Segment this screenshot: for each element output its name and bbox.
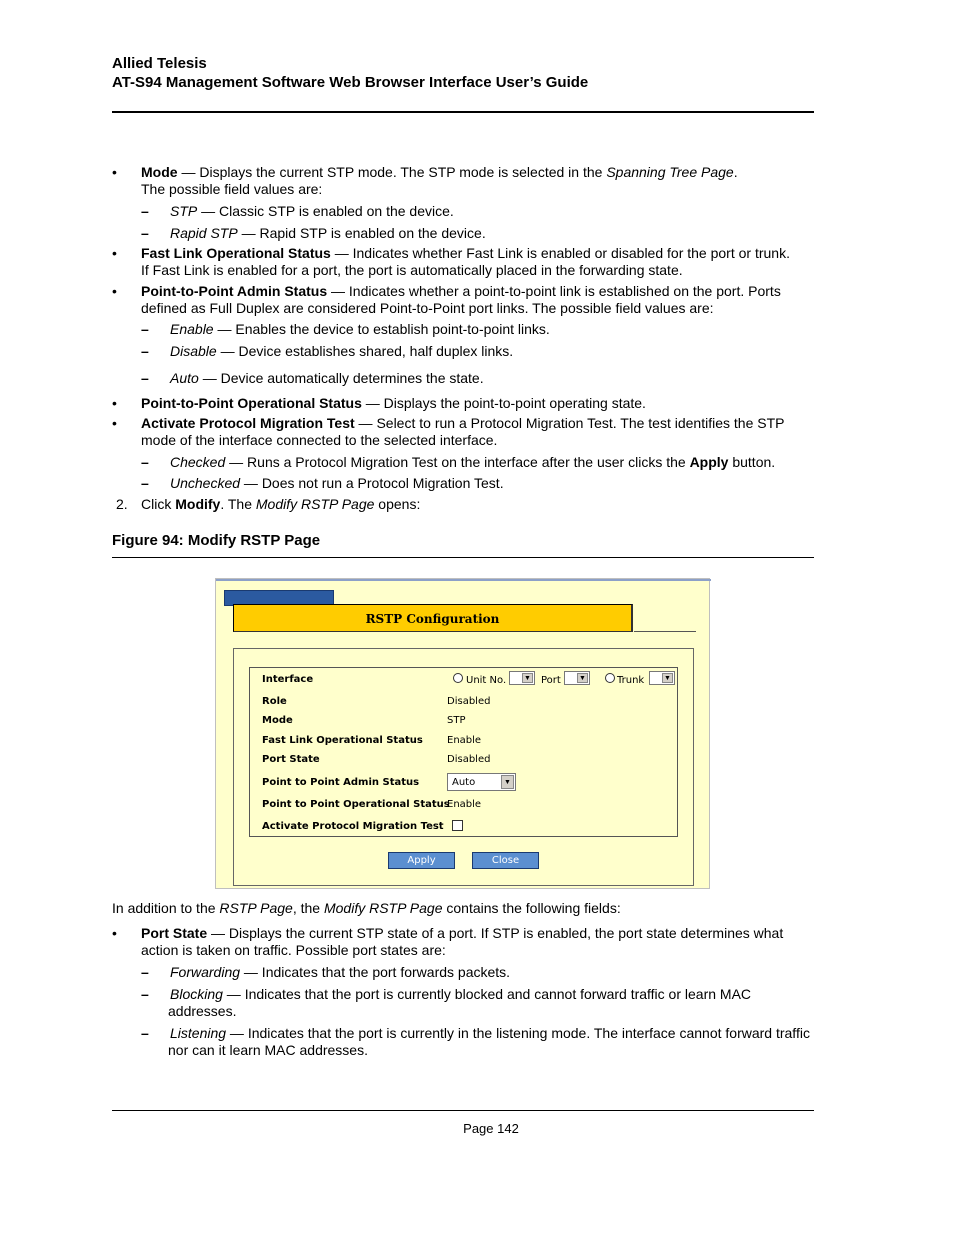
port-state-label: Port State bbox=[262, 754, 320, 765]
p2p-oper-label: Point to Point Operational Status bbox=[262, 799, 450, 810]
p2p-enable: Enable — Enables the device to establish point-to-point links. bbox=[170, 321, 550, 337]
p2p-oper-value: Enable bbox=[447, 799, 482, 810]
rstp-banner bbox=[233, 604, 633, 632]
p2p-oper-item: Point-to-Point Operational Status — Displays the point-to-point operating state. bbox=[141, 395, 646, 411]
dash: – bbox=[141, 454, 149, 470]
dash: – bbox=[141, 475, 149, 491]
port-label: Port bbox=[541, 675, 561, 686]
frame-top-line bbox=[216, 579, 711, 581]
mode-stp: STP — Classic STP is enabled on the device. bbox=[170, 203, 454, 219]
dash: – bbox=[141, 203, 149, 219]
footer-rule bbox=[112, 1110, 814, 1111]
p2p-admin-item: Point-to-Point Admin Status — Indicates whether a point-to-point link is established on the port. Ports bbox=[141, 283, 781, 299]
rstp-screenshot bbox=[215, 578, 710, 889]
mode-value: STP bbox=[447, 715, 466, 726]
unit-dropdown[interactable] bbox=[509, 671, 535, 685]
step-2: Click Modify. The Modify RSTP Page opens: bbox=[141, 496, 421, 512]
banner-title: RSTP Configuration bbox=[365, 612, 500, 626]
figure-caption: Figure 94: Modify RSTP Page bbox=[112, 532, 321, 549]
header-rule bbox=[112, 111, 814, 113]
trunk-dropdown[interactable] bbox=[649, 671, 675, 685]
dash: – bbox=[141, 1025, 149, 1041]
blocking-item-line2: addresses. bbox=[168, 1003, 237, 1019]
config-table bbox=[249, 667, 678, 837]
banner-divider bbox=[634, 631, 696, 632]
trunk-radio[interactable] bbox=[605, 673, 615, 683]
mode-rstp: Rapid STP — Rapid STP is enabled on the device. bbox=[170, 225, 486, 241]
trunk-label: Trunk bbox=[617, 675, 645, 686]
migration-item-line2: mode of the interface connected to the selected interface. bbox=[141, 432, 498, 448]
p2p-disable: Disable — Device establishes shared, half duplex links. bbox=[170, 343, 514, 359]
step-number: 2. bbox=[116, 496, 128, 512]
dash: – bbox=[141, 370, 149, 386]
port-state-item: Port State — Displays the current STP state of a port. If STP is enabled, the port state determines what bbox=[141, 925, 784, 941]
port-dropdown[interactable] bbox=[564, 671, 590, 685]
guide-title: AT-S94 Management Software Web Browser Interface User’s Guide bbox=[112, 74, 589, 91]
fastlink-value: Enable bbox=[447, 735, 482, 746]
fastlink-item-line2: If Fast Link is enabled for a port, the port is automatically placed in the forwarding state. bbox=[141, 262, 683, 278]
page-number: Page 142 bbox=[463, 1121, 519, 1136]
config-panel bbox=[233, 648, 694, 886]
migration-label: Activate Protocol Migration Test bbox=[262, 821, 444, 832]
bullet: • bbox=[112, 925, 117, 941]
bullet: • bbox=[112, 245, 117, 261]
fastlink-item: Fast Link Operational Status — Indicates whether Fast Link is enabled or disabled for the port or trunk. bbox=[141, 245, 790, 261]
port-state-item-line2: action is taken on traffic. Possible port states are: bbox=[141, 942, 446, 958]
listening-item-line2: nor can it learn MAC addresses. bbox=[168, 1042, 368, 1058]
bullet: • bbox=[112, 283, 117, 299]
migration-checkbox[interactable] bbox=[452, 820, 463, 831]
mode-item-line2: The possible field values are: bbox=[141, 181, 323, 197]
dash: – bbox=[141, 964, 149, 980]
dash: – bbox=[141, 986, 149, 1002]
role-label: Role bbox=[262, 696, 287, 707]
forwarding-item: Forwarding — Indicates that the port forwards packets. bbox=[170, 964, 511, 980]
chevron-down-icon: ▼ bbox=[501, 775, 514, 789]
role-value: Disabled bbox=[447, 696, 491, 707]
dash: – bbox=[141, 321, 149, 337]
mig-checked: Checked — Runs a Protocol Migration Test on the interface after the user clicks the Apply button. bbox=[170, 454, 776, 470]
chevron-down-icon: ▼ bbox=[577, 673, 588, 683]
bullet: • bbox=[112, 164, 117, 180]
port-state-value: Disabled bbox=[447, 754, 491, 765]
dash: – bbox=[141, 343, 149, 359]
dash: – bbox=[141, 225, 149, 241]
mig-unchecked: Unchecked — Does not run a Protocol Migration Test. bbox=[170, 475, 504, 491]
listening-item: Listening — Indicates that the port is currently in the listening mode. The interface cannot forward traffic bbox=[170, 1025, 810, 1041]
migration-item: Activate Protocol Migration Test — Select to run a Protocol Migration Test. The test identifies the STP bbox=[141, 415, 785, 431]
unit-radio[interactable] bbox=[453, 673, 463, 683]
bullet: • bbox=[112, 395, 117, 411]
chevron-down-icon: ▼ bbox=[522, 673, 533, 683]
p2p-admin-select[interactable] bbox=[447, 773, 516, 791]
interface-label: Interface bbox=[262, 674, 314, 685]
bullet: • bbox=[112, 415, 117, 431]
caption-rule bbox=[112, 557, 814, 558]
mode-item: Mode — Displays the current STP mode. The STP mode is selected in the Spanning Tree Page. bbox=[141, 164, 738, 180]
blocking-item: Blocking — Indicates that the port is currently blocked and cannot forward traffic or learn MAC bbox=[170, 986, 752, 1002]
p2p-admin-selected: Auto bbox=[452, 777, 476, 788]
chevron-down-icon: ▼ bbox=[662, 673, 673, 683]
p2p-admin-label: Point to Point Admin Status bbox=[262, 777, 420, 788]
apply-button[interactable]: Apply bbox=[388, 852, 455, 869]
p2p-admin-item-line2: defined as Full Duplex are considered Point-to-Point port links. The possible field values are: bbox=[141, 300, 714, 316]
close-button[interactable]: Close bbox=[472, 852, 539, 869]
company-name: Allied Telesis bbox=[112, 55, 207, 72]
mode-label: Mode bbox=[262, 715, 293, 726]
intro-para: In addition to the RSTP Page, the Modify RSTP Page contains the following fields: bbox=[112, 900, 621, 916]
unit-label: Unit No. bbox=[466, 675, 507, 686]
fastlink-label: Fast Link Operational Status bbox=[262, 735, 423, 746]
p2p-auto: Auto — Device automatically determines the state. bbox=[170, 370, 484, 386]
